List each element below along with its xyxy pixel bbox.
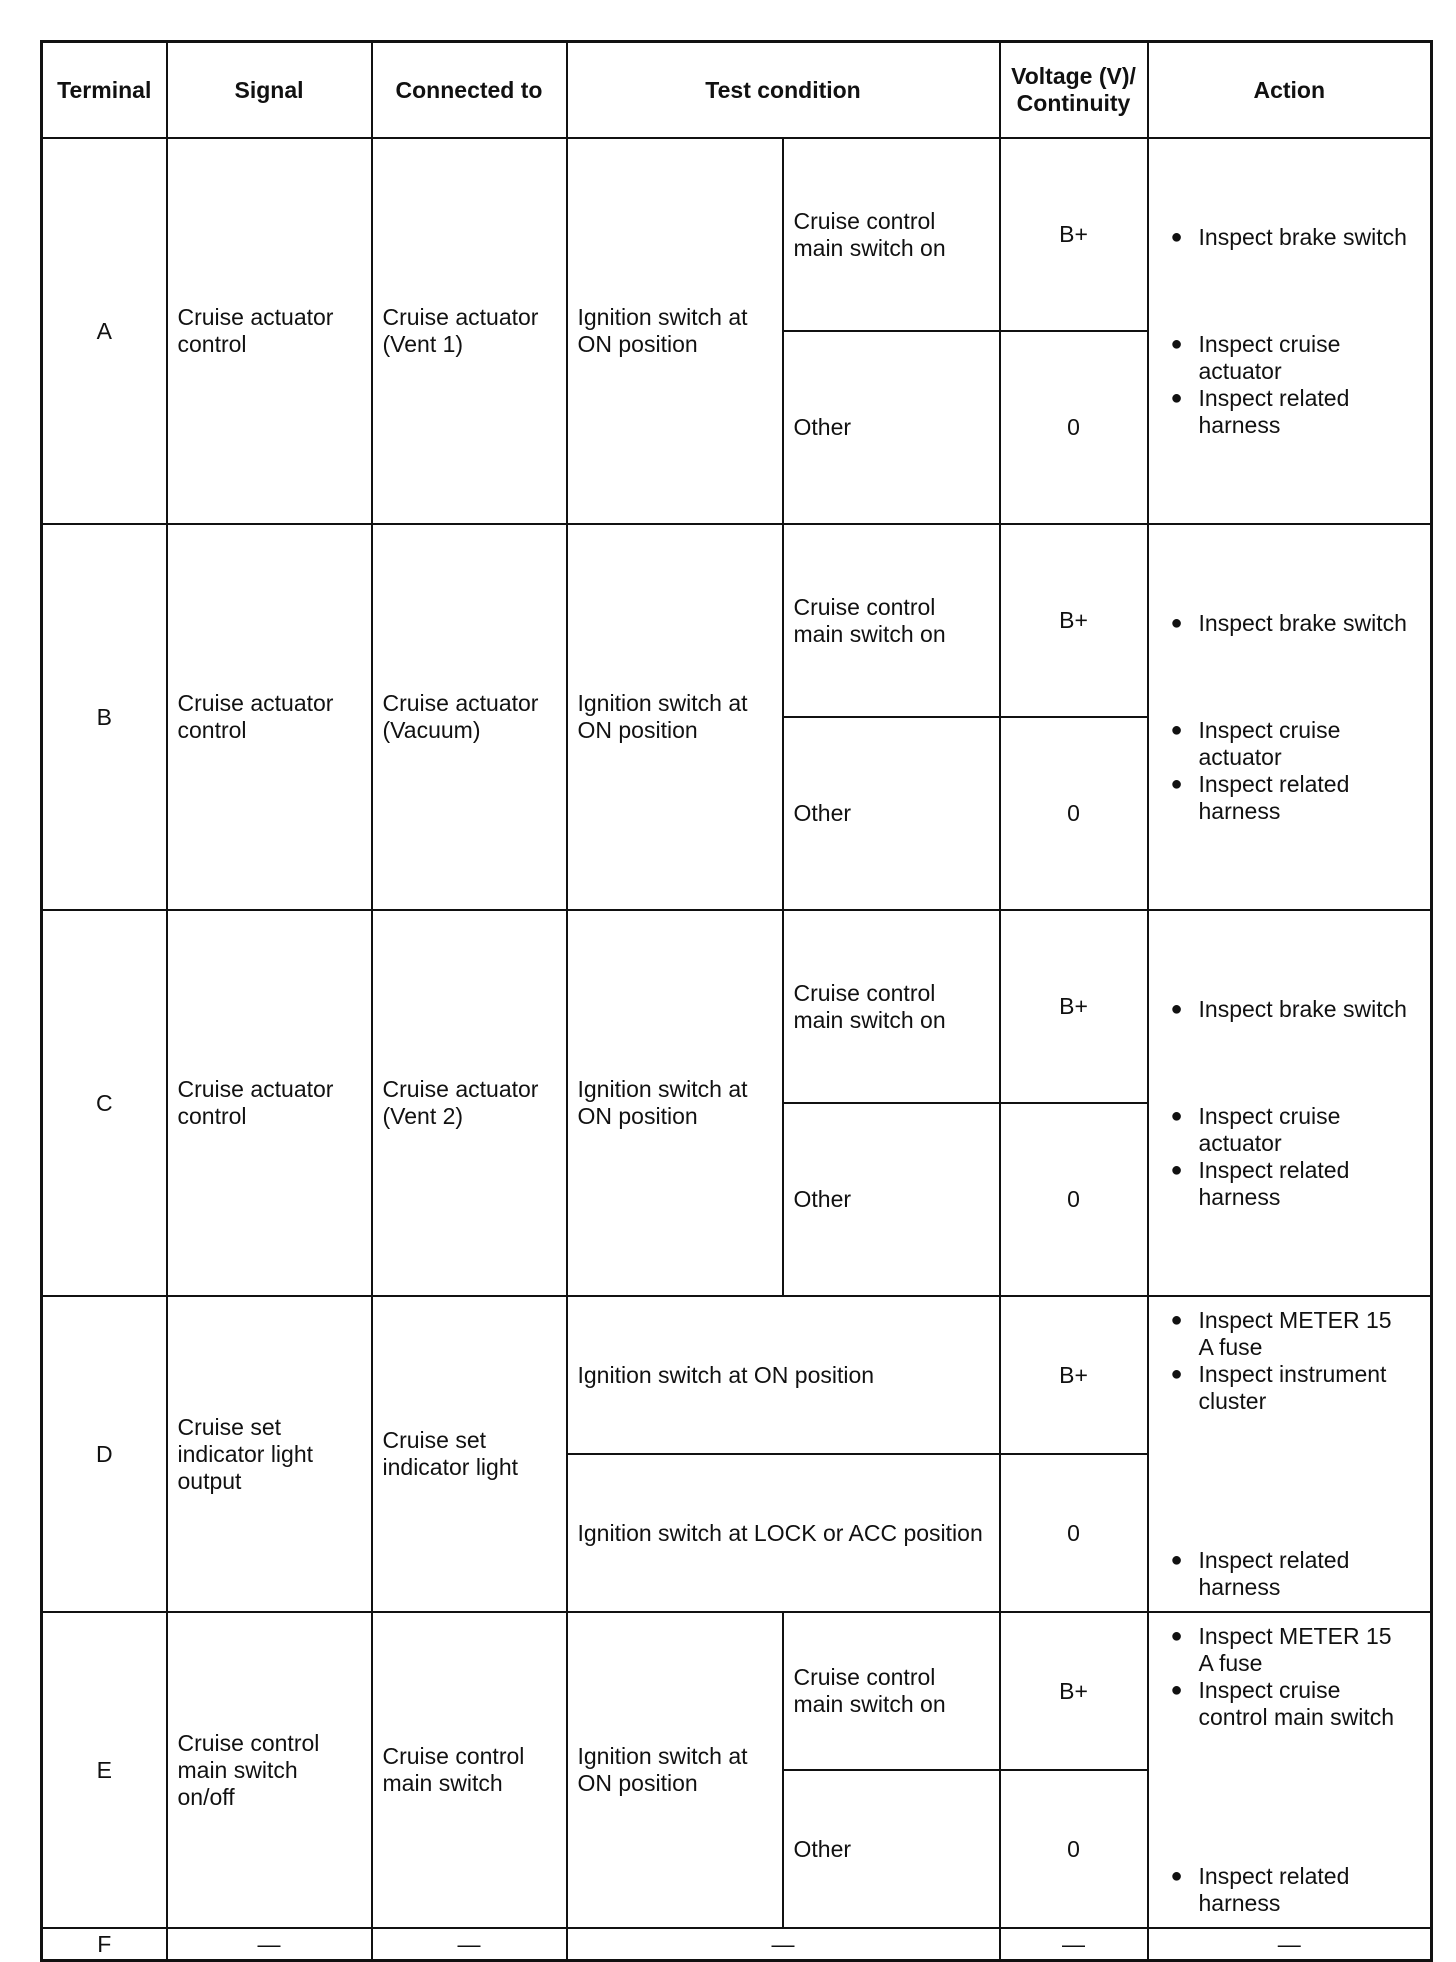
action-item: ● Inspect cruise control main switch xyxy=(1170,1677,1395,1730)
bullet-icon: ● xyxy=(1170,1549,1183,1571)
action-item: ● Inspect related harness xyxy=(1170,1547,1350,1600)
header-connected-to: Connected to xyxy=(372,42,567,139)
header-signal: Signal xyxy=(167,42,372,139)
terminal-voltage-table xyxy=(40,40,1433,1962)
terminal-c: C xyxy=(42,910,167,1296)
sub-condition-e-1: Cruise control main switch on xyxy=(783,1612,1000,1770)
voltage-d-2: 0 xyxy=(1000,1454,1148,1612)
condition-a: Ignition switch at ON position xyxy=(567,138,783,524)
action-item: ● Inspect instrument cluster xyxy=(1170,1361,1387,1414)
action-c xyxy=(1148,910,1432,1296)
connected-to-a: Cruise actuator (Vent 1) xyxy=(372,138,567,524)
sub-condition-c-2: Other xyxy=(783,1103,1000,1296)
terminal-e: E xyxy=(42,1612,167,1928)
sub-condition-b-2: Other xyxy=(783,717,1000,910)
bullet-icon: ● xyxy=(1170,772,1183,795)
inspection-sheet xyxy=(40,40,1430,1962)
action-d xyxy=(1148,1296,1432,1612)
bullet-icon: ● xyxy=(1170,386,1183,409)
header-test-condition: Test condition xyxy=(567,42,1000,139)
voltage-e-1: B+ xyxy=(1000,1612,1148,1770)
bullet-icon: ● xyxy=(1170,611,1183,634)
header-terminal: Terminal xyxy=(42,42,167,139)
table-row-e-1 xyxy=(42,1612,1432,1770)
action-item: ● Inspect cruise actuator xyxy=(1170,1102,1341,1156)
bullet-icon: ● xyxy=(1170,718,1183,741)
header-row xyxy=(42,42,1432,139)
terminal-b: B xyxy=(42,524,167,910)
voltage-c-1: B+ xyxy=(1000,910,1148,1103)
sub-condition-d-2: Ignition switch at LOCK or ACC position xyxy=(567,1454,1000,1612)
table-row-f xyxy=(42,1928,1432,1961)
signal-d: Cruise set indicator light output xyxy=(167,1296,372,1612)
bullet-icon: ● xyxy=(1170,997,1183,1020)
action-a xyxy=(1148,138,1432,524)
voltage-c-2: 0 xyxy=(1000,1103,1148,1296)
connected-to-c: Cruise actuator (Vent 2) xyxy=(372,910,567,1296)
condition-f: — xyxy=(567,1928,1000,1961)
terminal-f: F xyxy=(42,1928,167,1961)
sub-condition-c-1: Cruise control main switch on xyxy=(783,910,1000,1103)
condition-c: Ignition switch at ON position xyxy=(567,910,783,1296)
action-item: ● Inspect cruise actuator xyxy=(1170,330,1341,384)
sub-condition-a-2: Other xyxy=(783,331,1000,524)
action-item: ● Inspect related harness xyxy=(1170,384,1350,438)
connected-to-b: Cruise actuator (Vacuum) xyxy=(372,524,567,910)
connected-to-f: — xyxy=(372,1928,567,1961)
bullet-icon: ● xyxy=(1170,1363,1183,1385)
bullet-icon: ● xyxy=(1170,1309,1183,1331)
voltage-a-1: B+ xyxy=(1000,138,1148,331)
bullet-icon: ● xyxy=(1170,1865,1183,1887)
condition-b: Ignition switch at ON position xyxy=(567,524,783,910)
bullet-icon: ● xyxy=(1170,225,1183,248)
terminal-a: A xyxy=(42,138,167,524)
bullet-icon: ● xyxy=(1170,1625,1183,1647)
sub-condition-d-1: Ignition switch at ON position xyxy=(567,1296,1000,1454)
action-e xyxy=(1148,1612,1432,1928)
connected-to-e: Cruise control main switch xyxy=(372,1612,567,1928)
table-row-b-1 xyxy=(42,524,1432,717)
sub-condition-e-2: Other xyxy=(783,1770,1000,1928)
table-row-c-1 xyxy=(42,910,1432,1103)
signal-f: — xyxy=(167,1928,372,1961)
voltage-b-2: 0 xyxy=(1000,717,1148,910)
signal-a: Cruise actuator control xyxy=(167,138,372,524)
condition-e: Ignition switch at ON position xyxy=(567,1612,783,1928)
voltage-a-2: 0 xyxy=(1000,331,1148,524)
sub-condition-b-1: Cruise control main switch on xyxy=(783,524,1000,717)
voltage-e-2: 0 xyxy=(1000,1770,1148,1928)
signal-b: Cruise actuator control xyxy=(167,524,372,910)
action-item: ● Inspect METER 15 A fuse xyxy=(1170,1307,1392,1360)
action-item: ● Inspect brake switch xyxy=(1170,223,1407,250)
action-item: ● Inspect brake switch xyxy=(1170,995,1407,1022)
table-row-a-1 xyxy=(42,138,1432,331)
bullet-icon: ● xyxy=(1170,1104,1183,1127)
connected-to-d: Cruise set indicator light xyxy=(372,1296,567,1612)
action-f: — xyxy=(1148,1928,1432,1961)
action-item: ● Inspect related harness xyxy=(1170,1156,1350,1210)
action-b xyxy=(1148,524,1432,910)
voltage-b-1: B+ xyxy=(1000,524,1148,717)
bullet-icon: ● xyxy=(1170,1158,1183,1181)
terminal-d: D xyxy=(42,1296,167,1612)
action-item: ● Inspect brake switch xyxy=(1170,609,1407,636)
bullet-icon: ● xyxy=(1170,332,1183,355)
action-item: ● Inspect cruise actuator xyxy=(1170,716,1341,770)
signal-c: Cruise actuator control xyxy=(167,910,372,1296)
table-row-d-1 xyxy=(42,1296,1432,1454)
sub-condition-a-1: Cruise control main switch on xyxy=(783,138,1000,331)
voltage-d-1: B+ xyxy=(1000,1296,1148,1454)
signal-e: Cruise control main switch on/off xyxy=(167,1612,372,1928)
bullet-icon: ● xyxy=(1170,1679,1183,1701)
action-item: ● Inspect related harness xyxy=(1170,1863,1350,1916)
action-item: ● Inspect METER 15 A fuse xyxy=(1170,1623,1392,1676)
action-item: ● Inspect related harness xyxy=(1170,770,1350,824)
header-action: Action xyxy=(1148,42,1432,139)
voltage-f: — xyxy=(1000,1928,1148,1961)
header-voltage: Voltage (V)/ Continuity xyxy=(1000,42,1148,139)
